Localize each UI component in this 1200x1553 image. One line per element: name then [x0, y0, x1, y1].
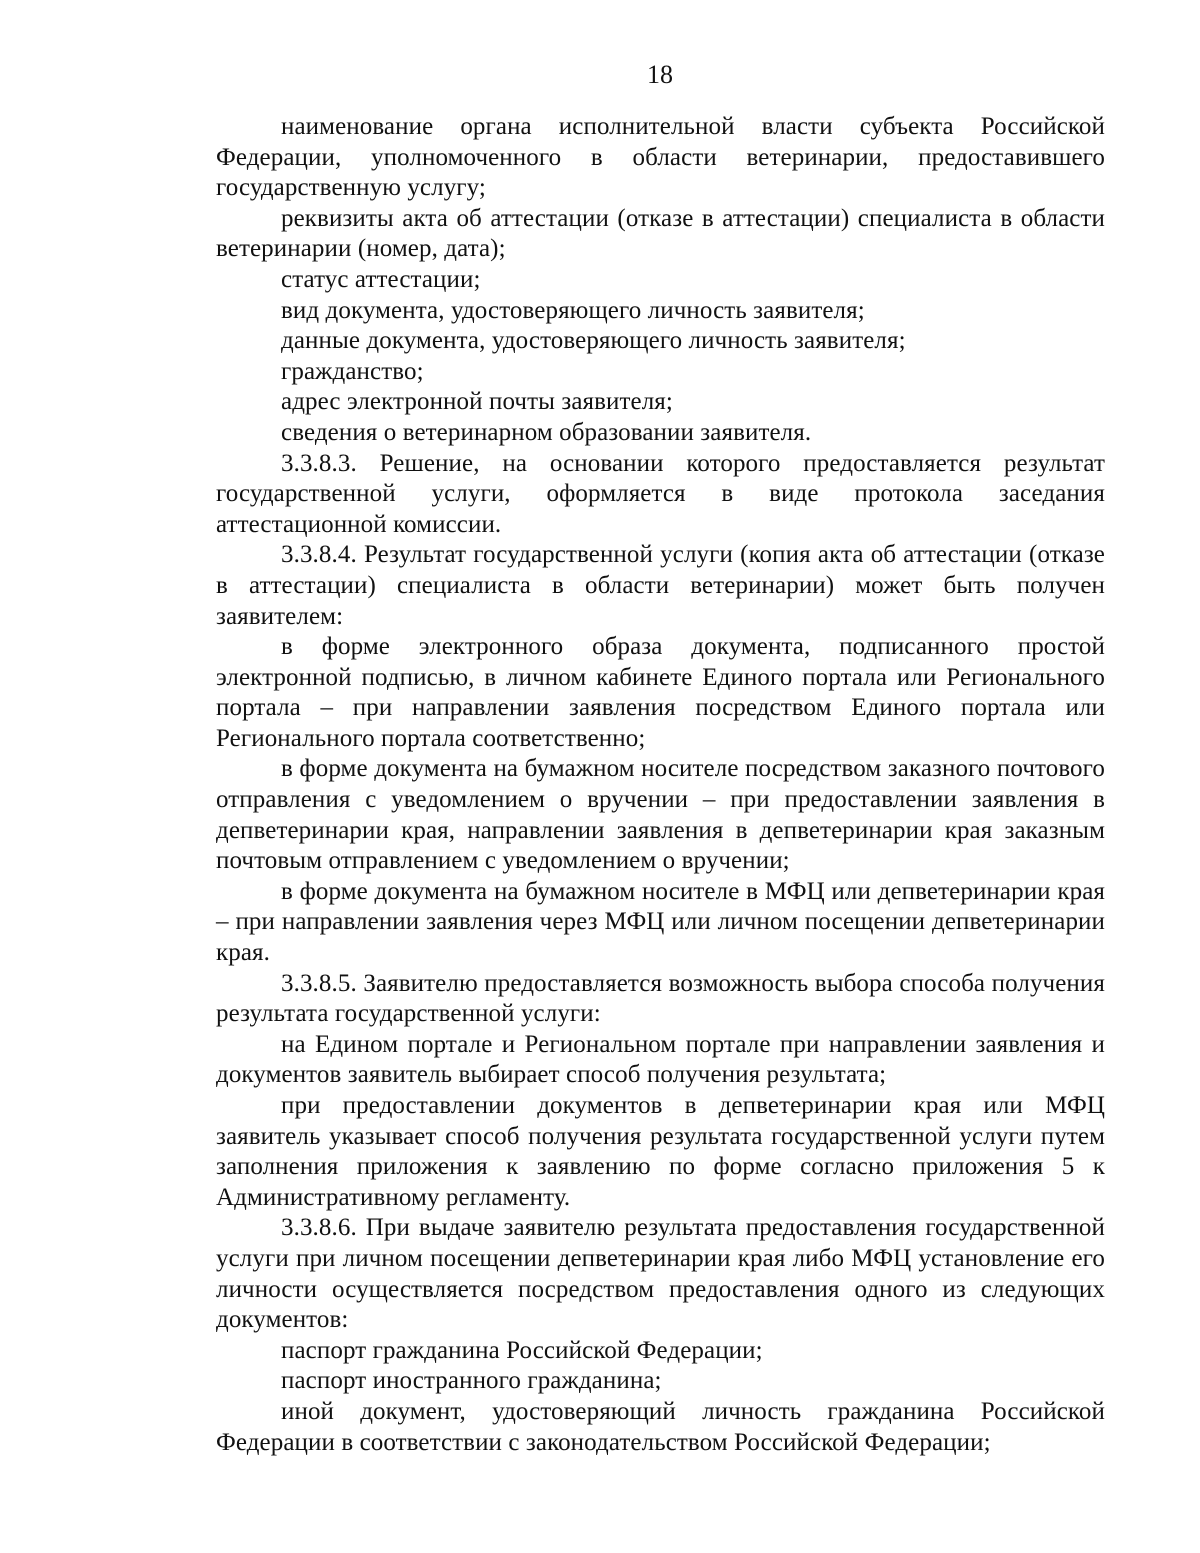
- paragraph: при предоставлении документов в депветеринарии края или МФЦ заявитель указывает способ получения результата государственной услуги путем заполнения приложения к заявлению по форме согласно приложения 5 к Административному регламенту.: [216, 1092, 1105, 1211]
- paragraph: адрес электронной почты заявителя;: [281, 388, 673, 416]
- paragraph: паспорт гражданина Российской Федерации;: [281, 1336, 763, 1364]
- paragraph: гражданство;: [281, 357, 424, 385]
- paragraph: 3.3.8.6. При выдаче заявителю результата предоставления государственной услуги при личном посещении депветеринарии края либо МФЦ установление его личности осуществляется посредством предоставления одного из следующих документов:: [216, 1214, 1105, 1334]
- paragraph: 3.3.8.3. Решение, на основании которого предоставляется результат государственной услуги, оформляется в виде протокола заседания аттестационной комиссии.: [216, 449, 1105, 538]
- paragraph: сведения о ветеринарном образовании заявителя.: [281, 418, 812, 446]
- paragraph: в форме документа на бумажном носителе в МФЦ или депветеринарии края – при направлении заявления через МФЦ или личном посещении депветеринарии края.: [216, 877, 1105, 967]
- paragraph: 3.3.8.5. Заявителю предоставляется возможность выбора способа получения результата государственной услуги:: [216, 969, 1105, 1028]
- paragraph: на Едином портале и Региональном портале при направлении заявления и документов заявитель выбирает способ получения результата;: [216, 1030, 1105, 1089]
- paragraph: реквизиты акта об аттестации (отказе в аттестации) специалиста в области ветеринарии (номер, дата);: [216, 204, 1105, 263]
- paragraph: в форме электронного образа документа, подписанного простой электронной подписью, в личном кабинете Единого портала или Регионального портала – при направлении заявления посредством Единого портала или Регионального портала соответственно;: [216, 633, 1105, 752]
- paragraph: наименование органа исполнительной власти субъекта Российской Федерации, уполномоченного в области ветеринарии, предоставившего государственную услугу;: [216, 113, 1105, 202]
- paragraph: данные документа, удостоверяющего личность заявителя;: [281, 327, 906, 355]
- paragraph: паспорт иностранного гражданина;: [281, 1367, 662, 1395]
- paragraph: в форме документа на бумажном носителе посредством заказного почтового отправления с уведомлением о вручении – при предоставлении заявления в депветеринарии края, направлении заявления в депветеринарии края заказным почтовым отправлением с уведомлением о вручении;: [216, 755, 1105, 875]
- paragraph: статус аттестации;: [281, 265, 481, 293]
- paragraph: вид документа, удостоверяющего личность заявителя;: [281, 296, 865, 324]
- page-number: 18: [647, 60, 673, 89]
- document-body: [216, 112, 1105, 1458]
- paragraph: иной документ, удостоверяющий личность гражданина Российской Федерации в соответствии с законодательством Российской Федерации;: [216, 1397, 1105, 1456]
- paragraph: 3.3.8.4. Результат государственной услуги (копия акта об аттестации (отказе в аттестации) специалиста в области ветеринарии) может быть получен заявителем:: [216, 541, 1105, 630]
